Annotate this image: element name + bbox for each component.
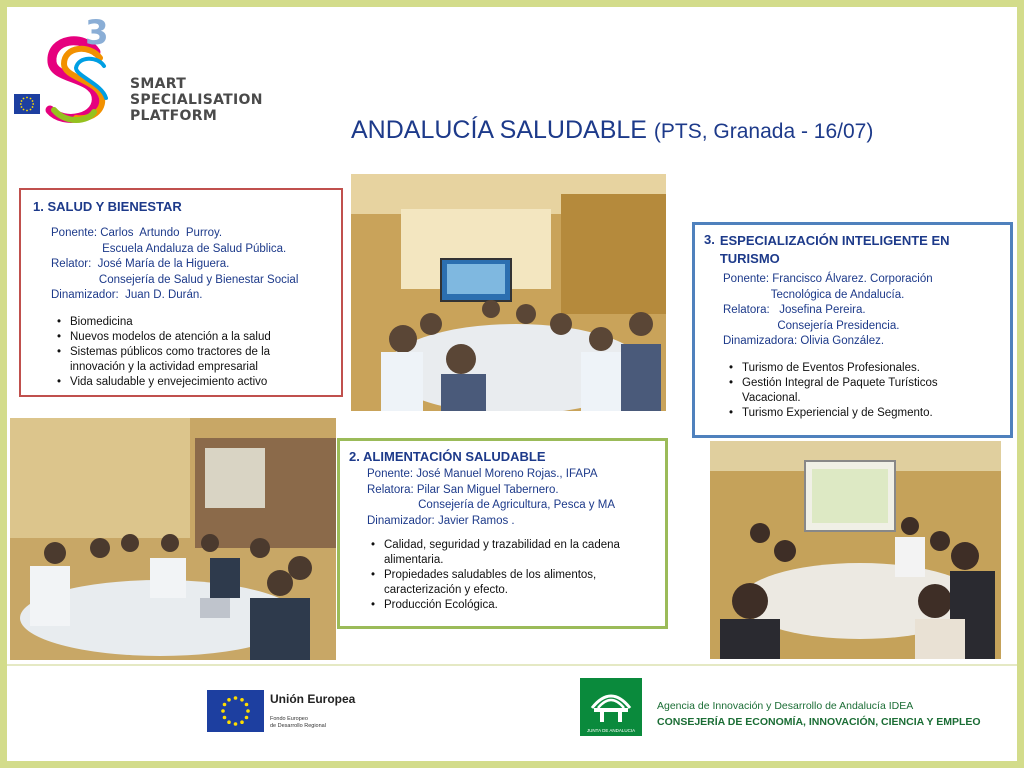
salud-meta <box>51 226 298 304</box>
footer-band <box>7 664 1017 761</box>
title-sub: (PTS, Granada - 16/07) <box>653 120 874 143</box>
logo-line-3: PLATFORM <box>130 108 218 124</box>
salud-meta-line: Relator: José María de la Higuera. <box>51 258 230 270</box>
list-item: • Biomedicina <box>51 315 321 330</box>
turismo-meta-line: Tecnológica de Andalucía. <box>723 288 905 301</box>
list-item: • Turismo Experiencial y de Segmento. <box>723 406 993 421</box>
turismo-meta-line: Relatora: Josefina Pereira. <box>723 304 866 316</box>
turismo-box <box>692 222 1013 438</box>
logo-digit: 3 <box>85 14 109 53</box>
s3-platform-logo <box>14 14 263 134</box>
list-item: • Nuevos modelos de atención a la salud <box>51 330 321 345</box>
meeting-photo-top <box>351 174 666 411</box>
list-item: • Propiedades saludables de los alimentos, caracterización y efecto. <box>365 568 663 598</box>
junta-emblem-icon <box>580 678 642 736</box>
alimentacion-meta-line: Consejería de Agricultura, Pesca y MA <box>367 499 615 511</box>
list-item: • Turismo de Eventos Profesionales. <box>723 361 993 376</box>
salud-meta-line: Consejería de Salud y Bienestar Social <box>51 273 299 286</box>
logo-wordmark <box>130 76 263 124</box>
turismo-heading-row <box>704 232 1004 268</box>
logo-line-1: SMART <box>130 76 187 92</box>
salud-meta-line: Ponente: Carlos Artundo Purroy. <box>51 227 223 239</box>
alimentacion-meta-line: Relatora: Pilar San Miguel Tabernero. <box>367 483 559 496</box>
slide-title <box>351 116 873 145</box>
junta-andalucia-logo <box>580 678 642 736</box>
alimentacion-heading-row <box>349 449 546 466</box>
salud-bienestar-box <box>19 188 343 397</box>
alimentacion-meta-line: Dinamizador: Javier Ramos . <box>367 514 515 527</box>
salud-meta-line: Escuela Andaluza de Salud Pública. <box>51 242 287 255</box>
eu-flag-icon <box>207 690 264 732</box>
eu-subtitle: Fondo Europeo de Desarrollo Regional <box>270 716 326 729</box>
list-item: • Calidad, seguridad y trazabilidad en la cadena alimentaria. <box>365 538 663 568</box>
turismo-meta-line: Ponente: Francisco Álvarez. Corporación <box>723 273 933 285</box>
turismo-bullet-list <box>723 361 993 421</box>
alimentacion-heading: ALIMENTACIÓN SALUDABLE <box>363 449 546 464</box>
salud-meta-line: Dinamizador: Juan D. Durán. <box>51 289 203 301</box>
list-item: • Sistemas públicos como tractores de la innovación y la actividad empresarial <box>51 345 321 375</box>
meeting-photo-left <box>10 418 336 660</box>
alimentacion-meta <box>367 467 615 529</box>
junta-label: JUNTA DE ANDALUCIA <box>586 728 636 733</box>
eu-logo <box>207 690 387 732</box>
alimentacion-meta-line: Ponente: José Manuel Moreno Rojas., IFAPA <box>367 468 598 480</box>
turismo-meta-line: Dinamizadora: Olivia González. <box>723 335 885 347</box>
turismo-number: 3. <box>704 232 715 247</box>
list-item: • Producción Ecológica. <box>365 598 663 613</box>
consejeria-name: CONSEJERÍA DE ECONOMÍA, INNOVACIÓN, CIENCIA Y EMPLEO <box>657 716 981 728</box>
alimentacion-saludable-box <box>337 438 668 629</box>
agency-name: Agencia de Innovación y Desarrollo de Andalucía IDEA <box>657 700 914 712</box>
alimentacion-number: 2. <box>349 449 360 464</box>
turismo-meta <box>723 272 933 350</box>
eu-title: Unión Europea <box>270 692 356 706</box>
turismo-heading: ESPECIALIZACIÓN INTELIGENTE EN TURISMO <box>719 233 950 266</box>
list-item: • Gestión Integral de Paquete Turísticos Vacacional. <box>723 376 993 406</box>
logo-line-2: SPECIALISATION <box>130 92 263 108</box>
title-main: ANDALUCÍA SALUDABLE <box>351 116 647 144</box>
salud-heading: 1. SALUD Y BIENESTAR <box>33 199 182 214</box>
list-item: • Vida saludable y envejecimiento activo <box>51 375 321 390</box>
turismo-meta-line: Consejería Presidencia. <box>723 319 900 332</box>
alimentacion-bullet-list <box>365 538 663 613</box>
salud-bullet-list <box>51 315 321 390</box>
meeting-photo-right <box>710 441 1001 659</box>
